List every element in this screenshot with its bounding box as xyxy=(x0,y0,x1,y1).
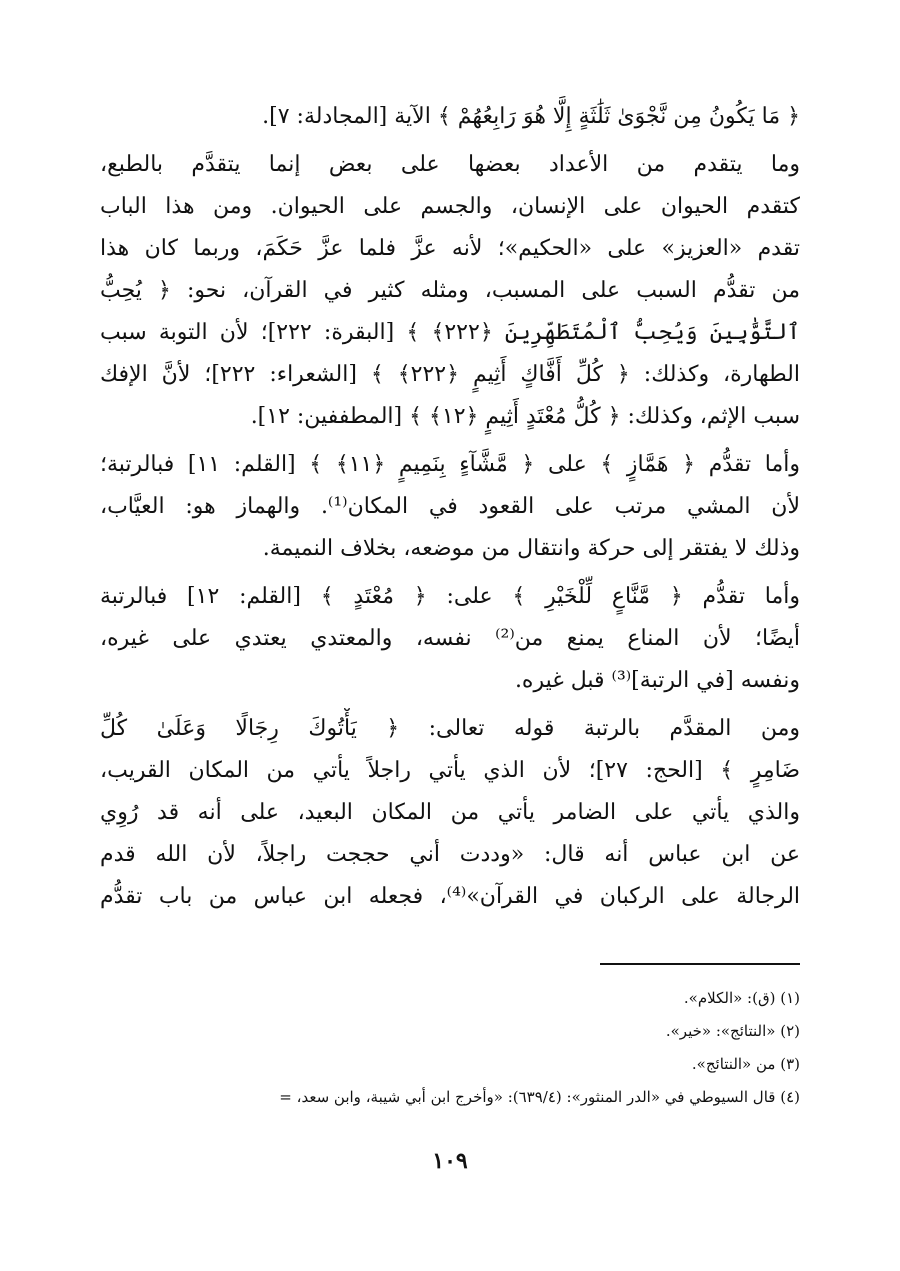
footnote: (٣) من «النتائج». xyxy=(691,1055,800,1073)
footnote: (٢) «النتائج»: «خير». xyxy=(665,1022,800,1040)
text-line: وما يتقدم من الأعداد بعضها على بعض إنما يتقدَّم بالطبع، xyxy=(100,152,800,177)
text-line: تقدم «العزيز» على «الحكيم»؛ لأنه عزَّ فلما عزَّ حَكَمَ، وربما كان هذا xyxy=(100,236,800,261)
text-line: ﴿ مَا يَكُونُ مِن نَّجْوَىٰ ثَلَٰثَةٍ إِلَّا هُوَ رَابِعُهُمْ ﴾ الآية [المجادلة: ٧]. xyxy=(262,104,800,129)
page-number: ١٠٩ xyxy=(432,1148,468,1174)
text-line: ونفسه [في الرتبة]⁽³⁾ قبل غيره. xyxy=(514,668,800,693)
footnote-divider xyxy=(600,963,800,965)
text-line: الرجالة على الركبان في القرآن»⁽⁴⁾، فجعله ابن عباس من باب تقدُّم xyxy=(100,884,800,909)
text-line: الطهارة، وكذلك: ﴿ كُلِّ أَفَّاكٍ أَثِيمٍ ﴿٢٢٢﴾ ﴾ [الشعراء: ٢٢٢]؛ لأنَّ الإفك xyxy=(100,362,800,387)
text-line: أيضًا؛ لأن المناع يمنع من⁽²⁾ نفسه، والمعتدي يعتدي على غيره، xyxy=(100,626,800,651)
footnote: (١) (ق): «الكلام». xyxy=(683,989,800,1007)
text-line: وذلك لا يفتقر إلى حركة وانتقال من موضعه، بخلاف النميمة. xyxy=(262,536,800,561)
text-line: والذي يأتي على الضامر يأتي من المكان البعيد، على أنه قد رُوِي xyxy=(100,800,800,825)
text-line: سبب الإثم، وكذلك: ﴿ كُلُّ مُعْتَدٍ أَثِيمٍ ﴿١٢﴾ ﴾ [المطففين: ١٢]. xyxy=(250,404,800,429)
text-line: ٱلتَّوَّٰبِينَ وَيُحِبُّ ٱلْمُتَطَهِّرِينَ ﴿٢٢٢﴾ ﴾ [البقرة: ٢٢٢]؛ لأن التوبة سبب xyxy=(100,320,800,345)
text-line: من تقدُّم السبب على المسبب، ومثله كثير في القرآن، نحو: ﴿ يُحِبُّ xyxy=(100,278,800,303)
text-line: لأن المشي مرتب على القعود في المكان⁽¹⁾. والهماز هو: العيَّاب، xyxy=(100,494,800,519)
text-line: كتقدم الحيوان على الإنسان، والجسم على الحيوان. ومن هذا الباب xyxy=(100,194,800,219)
footnotes xyxy=(100,982,800,1114)
text-line: وأما تقدُّم ﴿ هَمَّازٍ ﴾ على ﴿ مَّشَّآءٍ بِنَمِيمٍ ﴿١١﴾ ﴾ [القلم: ١١] فبالرتبة؛ xyxy=(100,452,800,477)
text-line: وأما تقدُّم ﴿ مَّنَّاعٍ لِّلْخَيْرِ ﴾ على: ﴿ مُعْتَدٍ ﴾ [القلم: ١٢] فبالرتبة xyxy=(100,584,800,609)
footnote: (٤) قال السيوطي في «الدر المنثور»: (٦٣٩/٤): «وأخرج ابن أبي شيبة، وابن سعد، = xyxy=(279,1088,800,1106)
text-line: ومن المقدَّم بالرتبة قوله تعالى: ﴿ يَأْتُوكَ رِجَالًا وَعَلَىٰ كُلِّ xyxy=(100,716,800,741)
text-line: ضَامِرٍ ﴾ [الحج: ٢٧]؛ لأن الذي يأتي راجلاً يأتي من المكان القريب، xyxy=(100,758,800,783)
main-text xyxy=(100,96,800,918)
text-line: عن ابن عباس أنه قال: «وددت أني حججت راجلاً، لأن الله قدم xyxy=(100,842,800,867)
